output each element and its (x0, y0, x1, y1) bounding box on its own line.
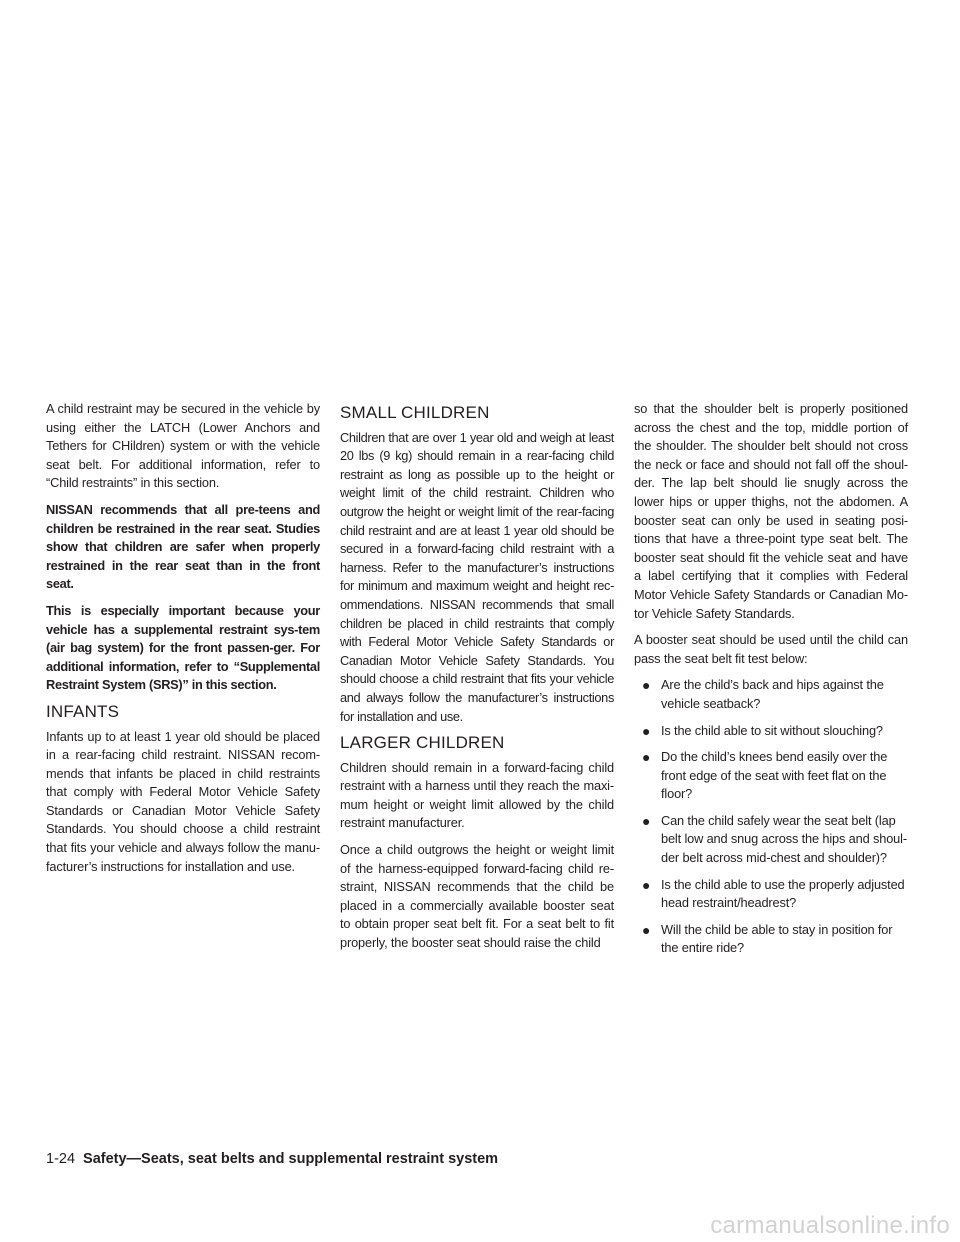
checklist-item (634, 812, 908, 868)
bullet-icon: ● (642, 677, 651, 694)
checklist-item-text: Are the child’s back and hips against the vehicle seatback? (661, 677, 884, 711)
checklist-item (634, 676, 908, 713)
page-footer (46, 1150, 498, 1168)
larger-children-paragraph-2: Once a child outgrows the height or weight limit of the harness-equipped forward-facing child re-straint, NISSAN recommends that the child be placed in a commercially available booster seat to obtain proper seat belt fit. For a seat belt to fit properly, the booster seat should raise the child (340, 842, 614, 951)
seat-belt-fit-checklist (634, 676, 908, 958)
infants-paragraph: Infants up to at least 1 year old should be placed in a rear-facing child restraint. NISSAN recom-mends that infants be placed in child restraints that comply with Federal Motor Vehicle Safety Standards or Canadian Motor Vehicle Safety Standards. You should choose a child restraint that fits your vehicle and always follow the manu-facturer’s instructions for installation and use. (46, 728, 320, 874)
column-right (634, 400, 908, 966)
bullet-icon: ● (642, 876, 651, 893)
bullet-icon: ● (642, 812, 651, 829)
intro-paragraph: A child restraint may be secured in the vehicle by using either the LATCH (Lower Anchors and Tethers for CHildren) system or with the vehicle seat belt. For additional information, refer to “Child restraints” in this section. (46, 401, 320, 491)
booster-test-intro: A booster seat should be used until the child can pass the seat belt fit test below: (634, 632, 908, 666)
checklist-item-text: Is the child able to sit without slouching? (661, 722, 883, 738)
larger-children-paragraph-1: Children should remain in a forward-facing child restraint with a harness until they reach the maxi-mum height or weight limit allowed by the child restraint manufacturer. (340, 759, 614, 831)
checklist-item (634, 876, 908, 913)
checklist-item (634, 748, 908, 804)
bullet-icon: ● (642, 921, 651, 938)
small-children-heading: SMALL CHILDREN (340, 403, 490, 422)
bullet-icon: ● (642, 722, 651, 739)
bullet-icon: ● (642, 749, 651, 766)
column-left (46, 400, 320, 884)
srs-warning-paragraph: This is especially important because your vehicle has a supplemental restraint sys-tem (air bag system) for the front passen-ger. For additional information, refer to “Supplemental Restraint System (SRS)” in this section. (46, 602, 320, 693)
checklist-item-text: Do the child’s knees bend easily over the front edge of the seat with feet flat on the floor? (661, 749, 888, 802)
section-title: Safety—Seats, seat belts and supplemental restraint system (83, 1151, 499, 1167)
infants-heading: INFANTS (46, 701, 120, 721)
site-watermark: carmanualsonline.info (710, 1212, 950, 1239)
page-number: 1-24 (46, 1151, 76, 1167)
column-middle (340, 402, 614, 961)
checklist-item-text: Is the child able to use the properly adjusted head restraint/headrest? (661, 876, 905, 911)
checklist-item-text: Can the child safely wear the seat belt (lap belt low and snug across the hips and shoul-der belt across mid-chest and shoulder)? (661, 812, 907, 866)
rear-seat-recommendation: NISSAN recommends that all pre-teens and children be restrained in the rear seat. Studies show that children are safer when properly restrained in the rear seat than in the front seat. (46, 501, 320, 592)
checklist-item (634, 921, 908, 958)
booster-fit-paragraph: so that the shoulder belt is properly positioned across the chest and the top, middle portion of the shoulder. The shoulder belt should not cross the neck or face and should not fall off the shoul-der. The lap belt should lie snugly across the lower hips or upper thighs, not the abdomen. A booster seat can only be used in seating posi-tions that have a three-point type seat belt. The booster seat should fit the vehicle seat and have a label certifying that it complies with Federal Motor Vehicle Safety Standards or Canadian Mo-tor Vehicle Safety Standards. (634, 401, 908, 621)
larger-children-heading: LARGER CHILDREN (340, 733, 505, 753)
small-children-paragraph: Children that are over 1 year old and weigh at least 20 lbs (9 kg) should remain in a rear-facing child restraint as long as possible up to the height or weight limit of the child restraint. Children who outgrow the height or weight limit of the rear-facing child restraint and are at least 1 year old should be secured in a forward-facing child restraint with a harness. Refer to the manufacturer’s instructions for minimum and maximum weight and height rec-ommendations. NISSAN recommends that small children be placed in child restraints that comply with Federal Motor Vehicle Safety Standards or Canadian Motor Vehicle Safety Standards. You should choose a child restraint that fits your vehicle and always follow the manufacturer’s instructions for installation and use. (340, 429, 614, 724)
checklist-item-text: Will the child be able to stay in position for the entire ride? (661, 921, 893, 956)
checklist-item (634, 722, 908, 741)
